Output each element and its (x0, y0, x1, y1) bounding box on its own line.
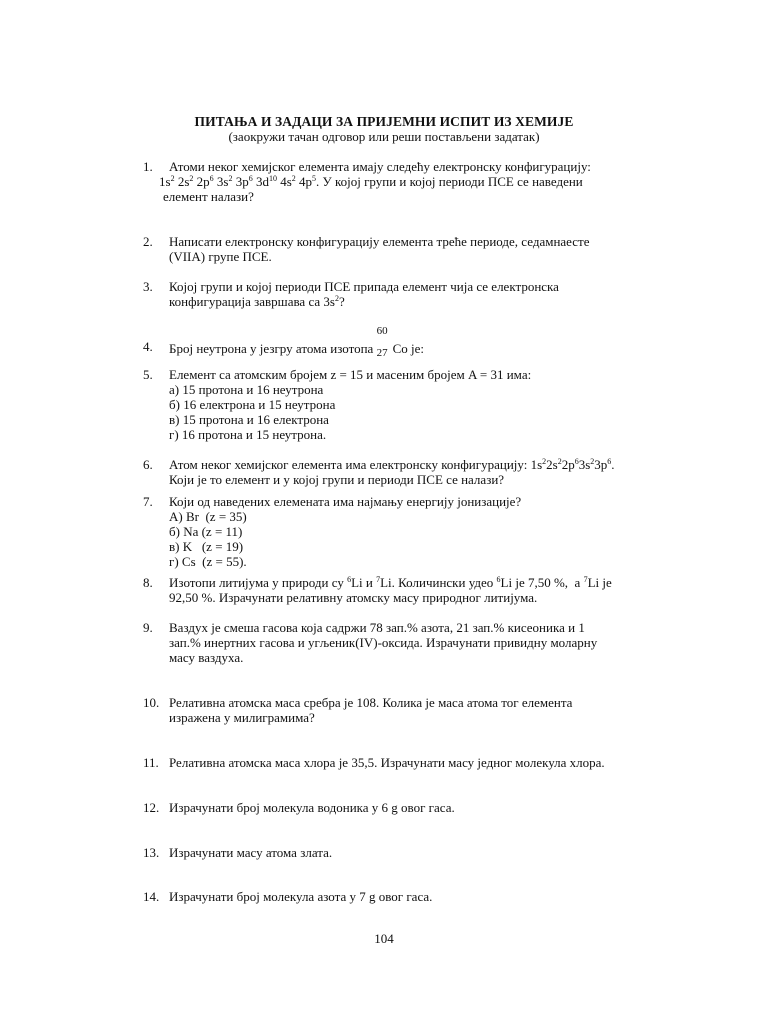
orbital-term: 3p (232, 174, 249, 189)
answer-option[interactable]: в) K (z = 19) (169, 539, 244, 554)
answer-option[interactable]: А) Br (z = 35) (169, 509, 247, 524)
electron-config (531, 457, 612, 472)
orbital-electron-count: 2 (557, 457, 562, 466)
question-text: Атом неког хемијског елемента има електронску конфигурацију: $1s^22s^22p^63s^23p^6$. Који је то елемент и у којој групи и периоди ПСЕ се налази? (169, 457, 615, 487)
question-number: 11. (143, 755, 159, 770)
question-text: Број неутрона у језгру атома изотопа 60 27 Co је: (169, 325, 424, 359)
answer-option[interactable]: б) Na (z = 11) (169, 524, 243, 539)
question-number: 13. (143, 845, 160, 860)
orbital-electron-count: 6 (209, 174, 214, 183)
question-text: Израчунати масу атома злата. (169, 845, 333, 860)
answer-option[interactable]: в) 15 протона и 16 електрона (169, 412, 329, 427)
answer-option[interactable]: б) 16 електрона и 15 неутрона (169, 397, 336, 412)
orbital-term: 2p (193, 174, 210, 189)
isotope-notation (376, 325, 393, 359)
question-text: Атоми неког хемијског елемента имају следећу електронску конфигурацију: $1s^2$ $2s^2$ $2p^6$ $3s^2$ $3p^6$ $3d^{10}$ $4s^2$ $4p^5$. У којој групи и којој периоди ПСЕ се наведени елемент налази? (169, 159, 655, 204)
orbital-term: 3p (594, 457, 608, 472)
question-text: Релативна атомска маса сребра је 108. Колика је маса атома тог елемента изражена у милиграмима? (169, 695, 573, 725)
question-text: Израчунати број молекула водоника у 6 g овог гаса. (169, 800, 455, 815)
orbital-term: 3s (213, 174, 229, 189)
question-number: 7. (143, 494, 153, 509)
orbital-electron-count: 2 (170, 174, 175, 183)
question-number: 14. (143, 889, 160, 904)
orbital-term: 1s (159, 174, 171, 189)
question-number: 8. (143, 575, 153, 590)
question-text: Којој групи и којој периоди ПСЕ припада елемент чија се електронска конфигурација завршава са $3s^2$? (169, 279, 559, 309)
question-number: 9. (143, 620, 153, 635)
orbital-electron-count: 6 (574, 457, 579, 466)
answer-option[interactable]: а) 15 протона и 16 неутрона (169, 382, 324, 397)
question-number: 4. (143, 339, 153, 354)
question-number: 5. (143, 367, 153, 382)
orbital-term: 2s (174, 174, 190, 189)
orbital-term: 1s (530, 457, 543, 472)
orbital-term: 3s (578, 457, 591, 472)
orbital-term: 2s (546, 457, 558, 472)
electron-config-line: $1s^2$ $2s^2$ $2p^6$ $3s^2$ $3p^6$ $3d^{10}$ $4s^2$ $4p^5$. У којој групи и којој периоди ПСЕ се наведени (159, 174, 583, 189)
orbital-electron-count: 2 (542, 457, 547, 466)
question-number: 10. (143, 695, 160, 710)
orbital-electron-count: 2 (189, 174, 194, 183)
page-number: 104 (374, 931, 394, 946)
answer-option[interactable]: г) Cs (z = 55). (169, 554, 247, 569)
orbital-electron-count: 10 (268, 174, 277, 183)
question-number: 3. (143, 279, 153, 294)
answer-option[interactable]: г) 16 протона и 15 неутрона. (169, 427, 327, 442)
page-subtitle: (заокружи тачан одговор или реши постављени задатак) (228, 129, 540, 144)
question-number: 2. (143, 234, 153, 249)
question-text: Ваздух је смеша гасова која садржи 78 зап.% азота, 21 зап.% кисеоника и 1 зап.% инертних гасова и угљеник(IV)-оксида. Израчунати привидну моларну масу ваздуха. (169, 620, 598, 665)
orbital-electron-count: 2 (590, 457, 595, 466)
question-number: 6. (143, 457, 153, 472)
question-text: Написати електронску конфигурацију елемента треће периоде, седамнаесте (VIIA) групе ПСЕ. (169, 234, 590, 264)
question-text: Релативна атомска маса хлора је 35,5. Израчунати масу једног молекула хлора. (169, 755, 605, 770)
orbital-electron-count: 5 (312, 174, 316, 183)
orbital-electron-count: 6 (248, 174, 253, 183)
question-text: Који од наведених елемената има најмању енергију јонизације? А) Br (z = 35) б) Na (z = 11) в) K (z = 19) г) Cs (z = 55). (169, 494, 655, 569)
element-symbol: Co (392, 341, 408, 356)
atomic-number: 27 (376, 347, 388, 359)
question-text: Елемент са атомским бројем z = 15 и масеним бројем A = 31 има: а) 15 протона и 16 неутрона б) 16 електрона и 15 неутрона в) 15 протона и 16 електрона г) 16 протона и 15 неутрона. (169, 367, 655, 442)
orbital-electron-count: 2 (291, 174, 296, 183)
orbital-term: 2p (561, 457, 575, 472)
orbital-term: 4p (295, 174, 312, 189)
page-title: ПИТАЊА И ЗАДАЦИ ЗА ПРИЈЕМНИ ИСПИТ ИЗ ХЕМИЈЕ (194, 114, 574, 129)
orbital-electron-count: 2 (228, 174, 233, 183)
orbital-term: 4s (276, 174, 292, 189)
question-text: Изотопи литијума у природи су $^6$Li и $^7$Li. Количински удео $^6$Li је 7,50 %, а $^7$Li је 92,50 %. Израчунати релативну атомску масу природног литијума. (169, 575, 612, 605)
orbital-term: 3d (252, 174, 269, 189)
electron-config (159, 174, 316, 189)
orbital-electron-count: 6 (607, 457, 612, 466)
question-number: 1. (143, 159, 153, 174)
mass-number: 60 (376, 325, 388, 337)
question-number: 12. (143, 800, 160, 815)
question-text: Израчунати број молекула азота у 7 g овог гаса. (169, 889, 433, 904)
